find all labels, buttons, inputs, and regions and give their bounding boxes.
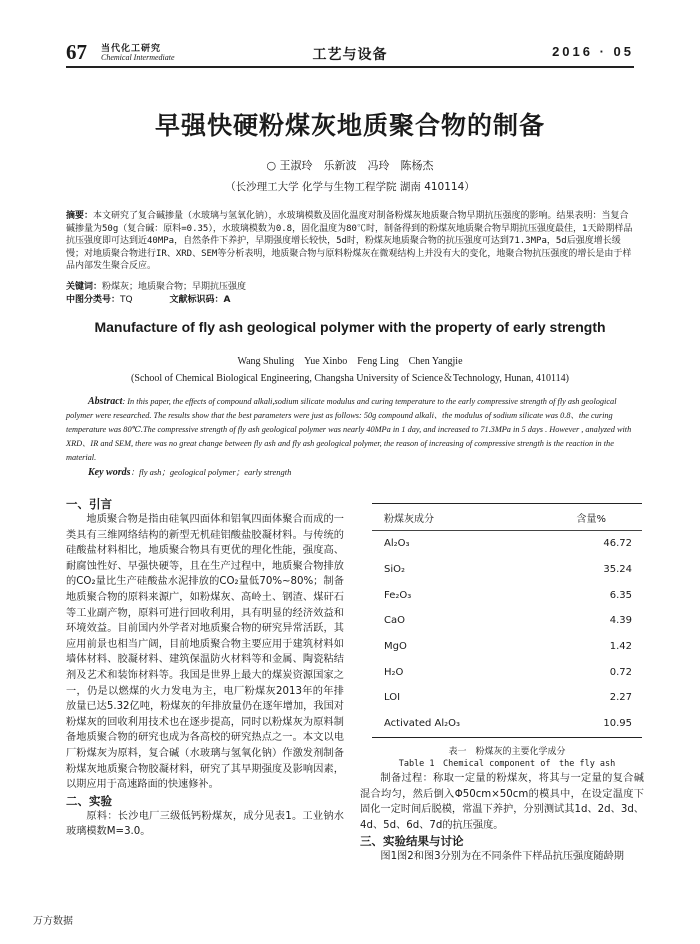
abstract-en (66, 395, 634, 465)
authors: ○ 王淑玲 乐新波 冯玲 陈杨杰 (266, 159, 434, 172)
table-cell: 2.27 (609, 692, 632, 704)
table-header-row (372, 504, 642, 531)
table-row (372, 634, 642, 660)
keywords-cn-label: 关键词： (66, 282, 103, 292)
table-cell: Activated Al₂O₃ (384, 718, 461, 730)
section1-paragraph: 地质聚合物是指由硅氧四面体和铝氧四面体聚合而成的一类具有三维网络结构的新型无机硅铝酸盐胶凝材料。与传统的硅酸盐材料相比，地质聚合物具有更优的理化性能，强度高、耐腐蚀性好、早强快硬等，且在生产过程中，地质聚合物排放的CO₂量比生产硅酸盐水泥排放的CO₂量低70%~80%；制备地质聚合物的原料来源广，如粉煤灰、高岭土、钢渣、煤矸石等工业副产物，原料可进行回收利用，具有明显的经济效益和环境效益。目前国内外学者对地质聚合物的研究异常活跃，其应用前景也相当广阔，目前地质聚合物主要应用于建筑材料如墙体材料、胶凝材料、建筑保温防火材料等和金属、陶瓷粘结剂及艺术和装饰材料等。我国是世界上最大的煤炭资源国家之一，仍是以燃煤的火力发电为主，电厂粉煤灰2013年的年排放量已达5.32亿吨，粉煤灰的年排放量仍在逐年增加，我国对粉煤灰的回收利用技术也在逐步提高，同时以粉煤灰为原料制备地质聚合物的研究也成为各高校的研究热点之一。本文以电厂粉煤灰为原料，复合碱（水玻璃与氢氧化钠）作激发剂制备粉煤灰地质聚合物胶凝材料，研究了其早期强度及影响因素，以期应用于高速路面的快速修补。 (66, 514, 344, 791)
header-rule (66, 66, 634, 68)
table-row (372, 659, 642, 685)
table-row (372, 531, 642, 557)
table-cell: SiO₂ (384, 564, 406, 576)
doc-code-label: 文献标识码： (169, 295, 224, 305)
table-caption-en: Table 1 Chemical component of the fly ash (398, 759, 616, 769)
footer-watermark: 万方数据 (33, 916, 73, 927)
table-cell: LOI (384, 692, 401, 704)
prep-paragraph: 制备过程：称取一定量的粉煤灰，将其与一定量的复合碱混合均匀，然后倒入Φ50cm×50cm的模具中，在设定温度下固化一定时间后脱模，常温下养护，分别测试其1d、2d、3d、4d、5d、6d、7d的抗压强度。 (360, 773, 644, 831)
abstract-cn-text: 本文研究了复合碱掺量（水玻璃与氢氧化钠），水玻璃模数及固化温度对制备粉煤灰地质聚合物早期抗压强度的影响。结果表明：当复合碱掺量为50g（复合碱：原料=0.35），水玻璃模数为0.8，固化温度为80℃时，制备得到的粉煤灰地质聚合物早期抗压强度最佳，1天龄期样品抗压强度即可达到近40MPa，自然条件下养护，早期强度增长较快，5d时，粉煤灰地质聚合物的抗压强度可达到71.3MPa，5d后强度增长缓慢；对地质聚合物进行IR、XRD、SEM等分析表明，地质聚合物与原料粉煤灰在微观结构上并没有大的变化，地聚合物抗压强度的增长是由于样品内部发生聚合反应。 (66, 211, 633, 271)
section3-paragraph: 图1图2和图3分别为在不同条件下样品抗压强度随龄期 (380, 851, 624, 863)
journal-name-cn: 当代化工研究 (101, 44, 162, 54)
left-column (66, 496, 344, 840)
section1-heading: 一、引言 (66, 497, 112, 511)
affiliation: （长沙理工大学 化学与生物工程学院 湖南 410114） (225, 181, 475, 193)
classification (66, 292, 230, 305)
table-cell: 35.24 (603, 564, 632, 576)
paper-title: 早强快硬粉煤灰地质聚合物的制备 (154, 111, 545, 140)
keywords-en (88, 466, 291, 478)
right-column (360, 771, 644, 865)
abstract-cn-label: 摘要： (66, 211, 94, 221)
section2-heading: 二、实验 (66, 793, 112, 808)
table-cell: 1.42 (609, 641, 632, 653)
table-cell: 4.39 (609, 615, 632, 627)
page-number: 67 (66, 40, 87, 64)
keywords-en-label: Key words (88, 467, 131, 478)
journal-name-en: Chemical Intermediate (101, 53, 175, 62)
abstract-en-text: : In this paper, the effects of compound alkali,sodium silicate modulus and curing temperature to the early compressive strength of fly ash geological polymer were researched. The results show that the best parameters were just as follows: 50g compound alkali、the modulus of sodium silicate was 0.8、the curing temperature was 80℃.The compressive strength of fly ash geological polymer was nearly 40MPa in 1 day, and increased to 71.3MPa in 5 days . However , analyzed with XRD、IR and SEM, there was no great change between fly ash and fly ash geological polymer, the reason of increasing of compressive strength is the reaction in the material. (66, 397, 632, 462)
table-cell: 46.72 (603, 538, 632, 550)
section3-heading: 三、实验结果与讨论 (360, 834, 464, 849)
table-cell: 0.72 (609, 666, 632, 678)
table-cell: Fe₂O₃ (384, 589, 412, 601)
table-cell: 6.35 (609, 589, 632, 601)
keywords-cn (66, 279, 246, 292)
section2-paragraph: 原料：长沙电厂三级低钙粉煤灰，成分见表1。工业钠水玻璃模数M=3.0。 (66, 810, 344, 838)
table-cell: 10.95 (603, 718, 632, 730)
table-cell: MgO (384, 641, 407, 653)
affiliation-en: (School of Chemical Biological Engineering, Changsha University of Science＆Technology, Hunan, 410114) (131, 373, 569, 384)
table-cell: H₂O (384, 666, 404, 678)
abstract-cn (66, 210, 634, 273)
keywords-cn-text: 粉煤灰；地质聚合物；早期抗压强度 (102, 282, 247, 292)
abstract-en-label: Abstract (88, 396, 123, 407)
clc-value: TQ (120, 295, 133, 305)
table-row (372, 711, 642, 737)
issue-number: 2016 · 05 (552, 44, 634, 59)
table-header-content: 含量% (576, 513, 606, 525)
table-row (372, 608, 642, 634)
table-row (372, 685, 642, 711)
table-cell: CaO (384, 615, 405, 627)
table-cell: Al₂O₃ (384, 538, 410, 550)
table-header-component: 粉煤灰成分 (384, 513, 434, 525)
authors-en: Wang Shuling Yue Xinbo Feng Ling Chen Yangjie (237, 356, 463, 367)
paper-title-en: Manufacture of fly ash geological polymer with the property of early strength (94, 319, 606, 335)
composition-table (372, 503, 642, 738)
keywords-en-text: ：fly ash；geological polymer；early strength (130, 467, 292, 477)
table-row (372, 557, 642, 583)
doc-code-value: A (223, 295, 231, 305)
clc-label: 中图分类号： (66, 295, 121, 305)
section-title: 工艺与设备 (312, 47, 388, 63)
table-caption-cn: 表一 粉煤灰的主要化学成分 (448, 747, 566, 757)
table-row (372, 582, 642, 608)
